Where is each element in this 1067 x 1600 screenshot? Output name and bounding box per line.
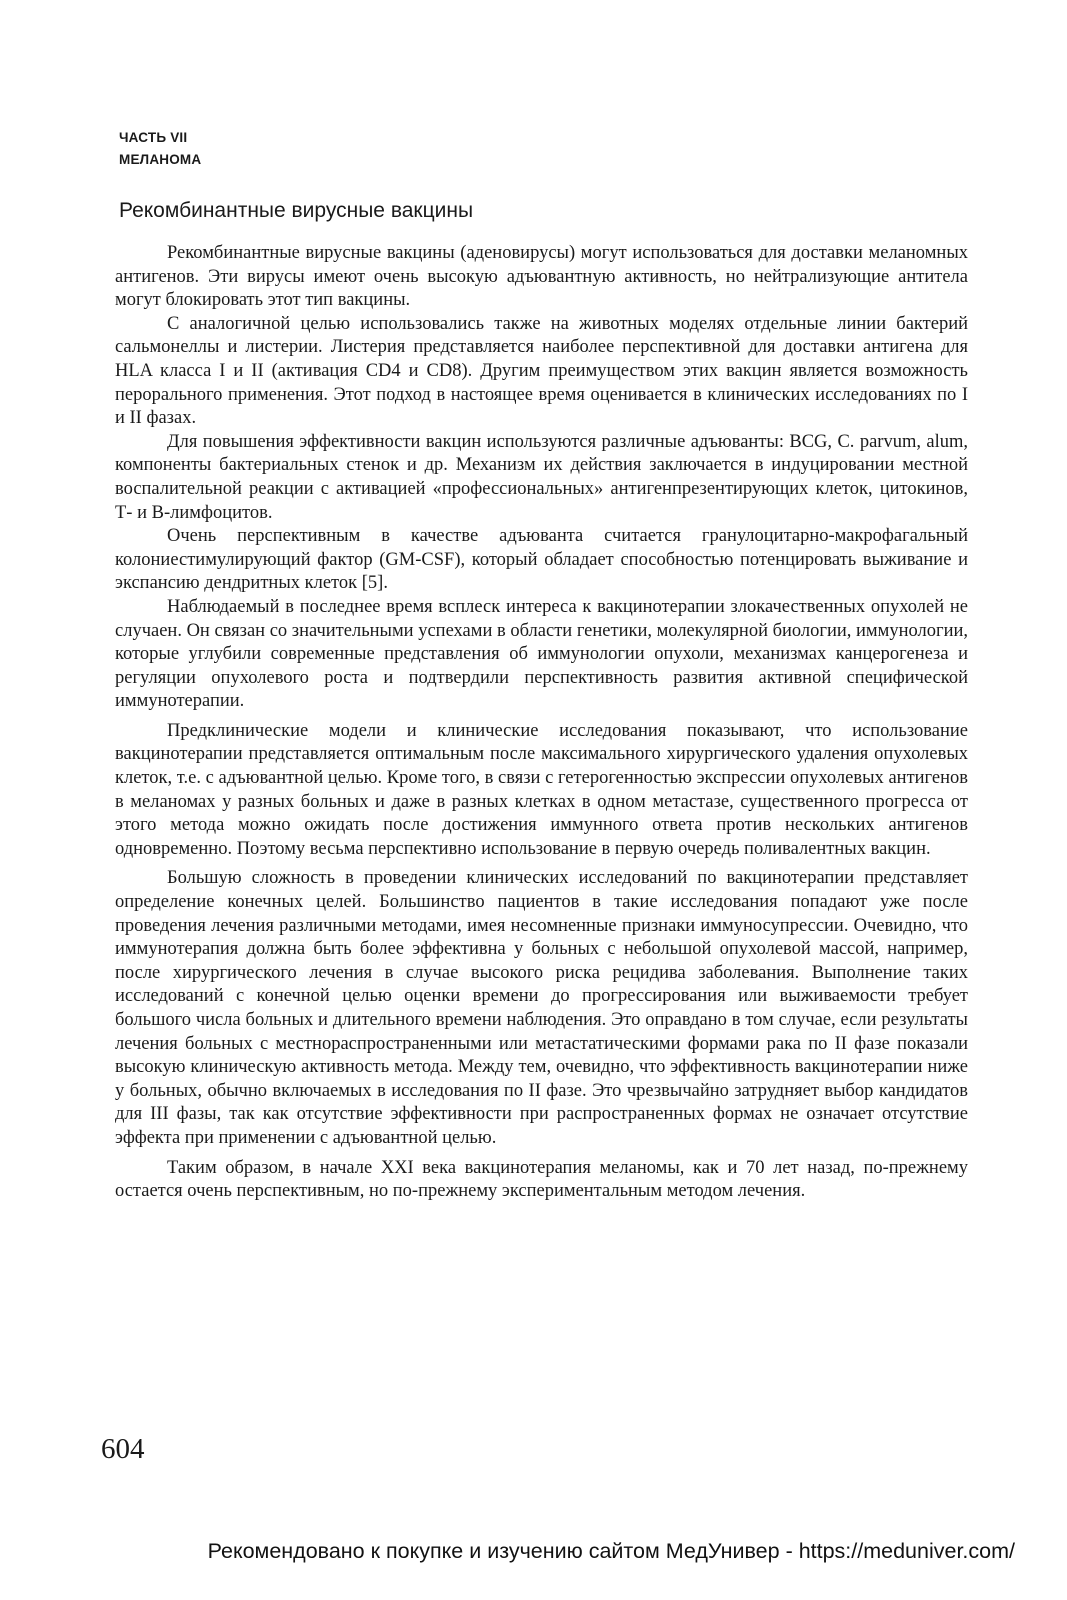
paragraph: С аналогичной целью использовались также на животных моделях отдельные линии бактерий сальмонеллы и листерии. Листерия представляется наиболее перспективной для доставки антигена для HLA класса I и II (активация CD4 и CD8). Другим преимуществом этих вакцин является возможность перорального применения. Этот подход в настоящее время оценивается в клинических исследованиях по I и II фазах. xyxy=(115,313,968,429)
chapter-label: МЕЛАНОМА xyxy=(119,152,202,167)
paragraph: Для повышения эффективности вакцин используются различные адъюванты: BCG, C. parvum, alum, компоненты бактериальных стенок и др. Механизм их действия заключается в индуцировании местной воспалительной реакции с активацией «профессиональных» антигенпрезентирующих клеток, цитокинов, Т- и В-лимфоцитов. xyxy=(115,431,968,523)
page-number: 604 xyxy=(101,1433,145,1465)
paragraph: Рекомбинантные вирусные вакцины (аденовирусы) могут использоваться для доставки меланомных антигенов. Эти вирусы имеют очень высокую адъювантную активность, но нейтрализующие антитела могут блокировать этот тип вакцины. xyxy=(115,243,968,311)
section-title: Рекомбинантные вирусные вакцины xyxy=(119,199,474,222)
footer-watermark-note: Рекомендовано к покупке и изучению сайтом МедУнивер - https://meduniver.com/ xyxy=(207,1539,1015,1563)
running-head xyxy=(119,127,201,171)
paragraph: Большую сложность в проведении клинических исследований по вакцинотерапии представляет определение конечных целей. Большинство пациентов в такие исследования попадают уже после проведения лечения различными методами, имея несомненные признаки иммуносупрессии. Очевидно, что иммунотерапия должна быть более эффективна у больных с небольшой опухолевой массой, например, после хирургического лечения в случае высокого риска рецидива заболевания. Выполнение таких исследований с конечной целью оценки времени до прогрессирования или выживаемости требует большого числа больных и длительного времени наблюдения. Это оправдано в том случае, если результаты лечения больных с местнораспространенными или метастатическими формами рака по II фазе показали высокую клиническую активность метода. Между тем, очевидно, что эффективность вакцинотерапии ниже у больных, обычно включаемых в исследования по II фазе. Это чрезвычайно затрудняет выбор кандидатов для III фазы, так как отсутствие эффективности при распространенных формах не означает отсутствие эффекта при применении с адъювантной целью. xyxy=(115,868,968,1148)
paragraph: Очень перспективным в качестве адъюванта считается гранулоцитарно-макрофагальный колониестимулирующий фактор (GM-CSF), который обладает способностью потенцировать выживание и экспансию дендритных клеток [5]. xyxy=(115,526,968,594)
paragraph: Наблюдаемый в последнее время всплеск интереса к вакцинотерапии злокачественных опухолей не случаен. Он связан со значительными успехами в области генетики, молекулярной биологии, иммунологии, которые углубили современные представления об иммунологии опухоли, механизмах канцерогенеза и регуляции опухолевого роста и подтвердили перспективность развития активной специфической иммунотерапии. xyxy=(115,596,968,712)
body-text xyxy=(115,242,968,1204)
paragraph: Предклинические модели и клинические исследования показывают, что использование вакцинотерапии представляется оптимальным после максимального хирургического удаления опухолевых клеток, т.е. с адъювантной целью. Кроме того, в связи с гетерогенностью экспрессии опухолевых антигенов в меланомах у разных больных и даже в разных клетках в одном метастазе, существенного прогресса от этого метода можно ожидать после достижения иммунного ответа против нескольких антигенов одновременно. Поэтому весьма перспективно использование в первую очередь поливалентных вакцин. xyxy=(115,720,968,859)
paragraph: Таким образом, в начале XXI века вакцинотерапия меланомы, как и 70 лет назад, по-прежнему остается очень перспективным, но по-прежнему экспериментальным методом лечения. xyxy=(115,1157,968,1202)
part-label: ЧАСТЬ VII xyxy=(119,130,188,145)
